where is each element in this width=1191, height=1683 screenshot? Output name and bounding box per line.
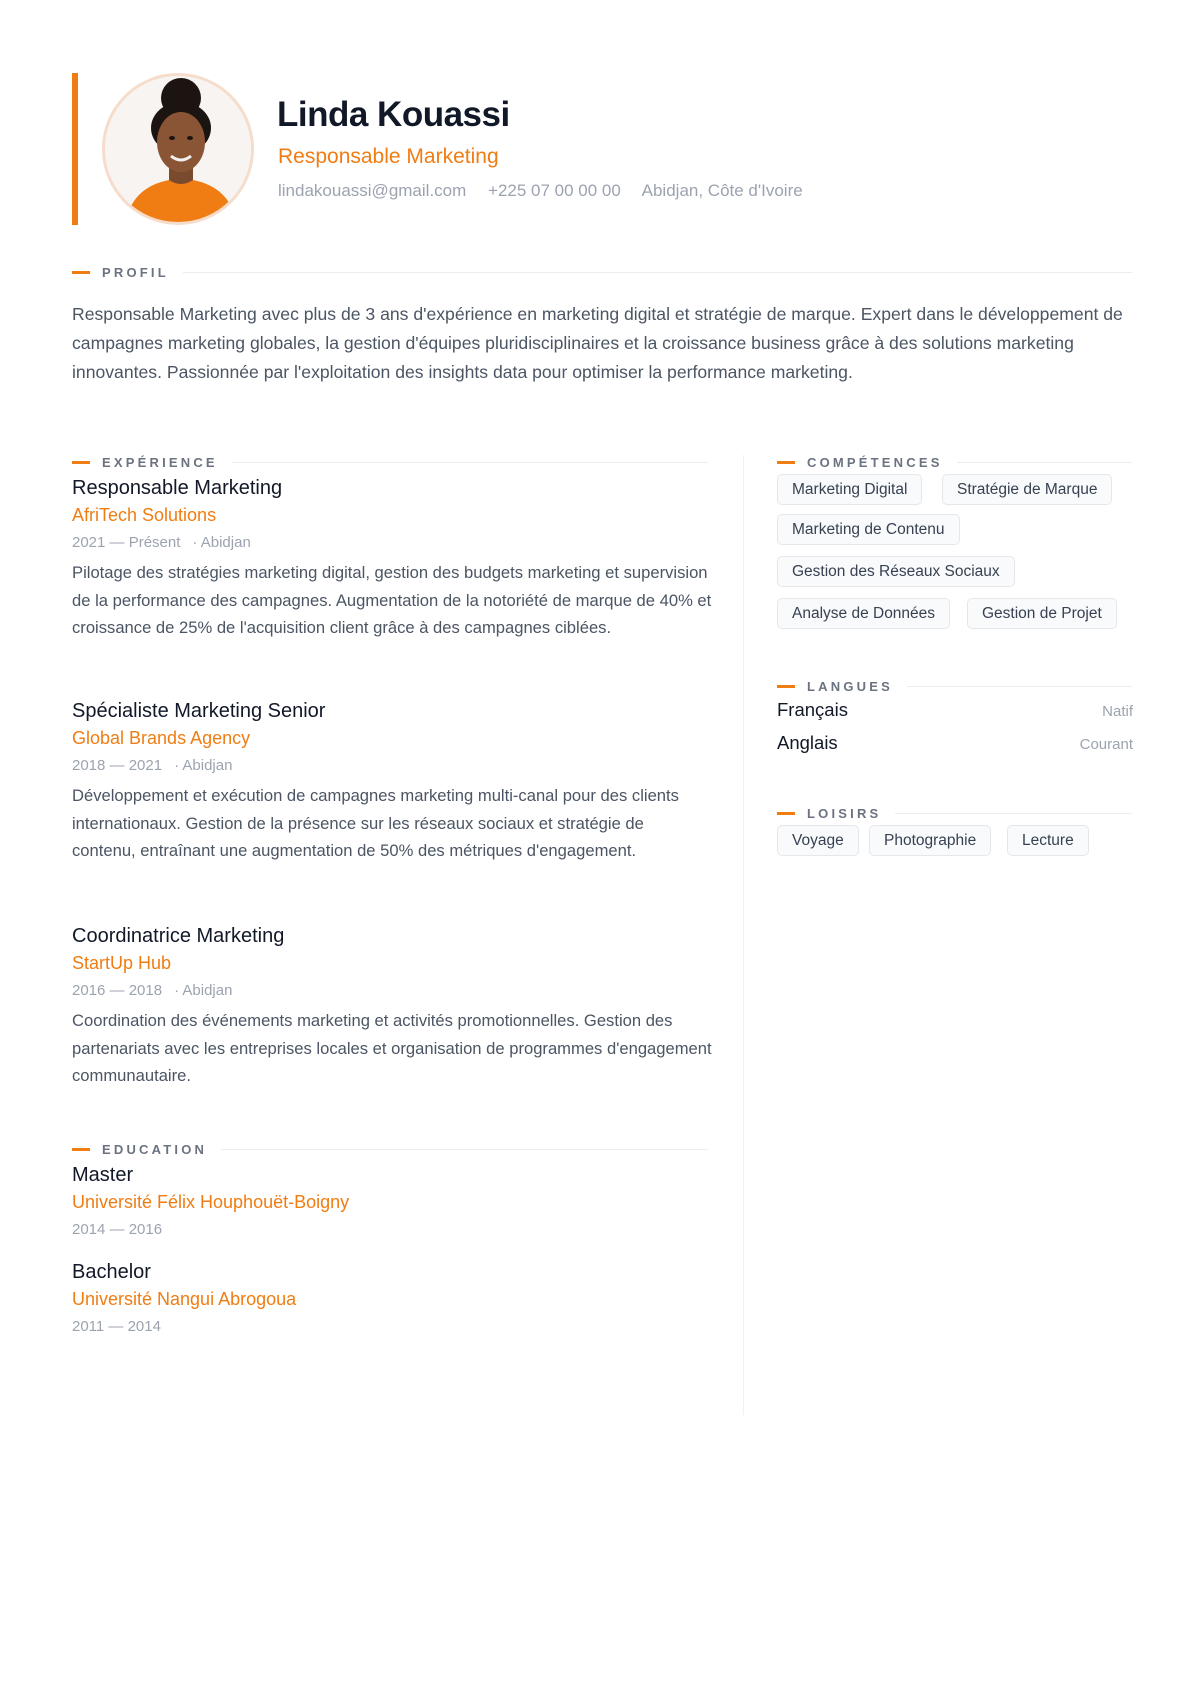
job-dates: 2021 — Présent [72,534,181,551]
job-location: · Abidjan [192,534,251,551]
job-title: Coordinatrice Marketing [72,925,285,947]
avatar-illustration [105,76,254,225]
skill-tag: Marketing Digital [777,474,922,505]
job-company: StartUp Hub [72,953,172,973]
section-title-education [72,1139,708,1159]
job-dates: 2016 — 2018 [72,982,163,999]
job-dates: 2018 — 2021 [72,757,163,774]
skill-tag: Gestion de Projet [967,598,1117,629]
section-label: LOISIRS [807,805,882,821]
section-dash [72,271,90,274]
job-meta [72,980,712,1002]
candidate-title: Responsable Marketing [278,145,499,168]
profile-summary: Responsable Marketing avec plus de 3 ans d'expérience en marketing digital et stratégie de marque. Expert dans le développement de campagnes marketing globales, la gestion d'équipes pluridisciplinaires et la croissance business grâce à des solutions marketing innovantes. Passionnée par l'exploitation des insights data pour optimiser la performance marketing. [72,304,1123,382]
job-meta [72,755,712,777]
job-title: Spécialiste Marketing Senior [72,700,326,722]
education-item [72,1161,712,1241]
skill-tag: Gestion des Réseaux Sociaux [777,556,1015,587]
hobby-tag: Lecture [1007,825,1089,856]
experience-item [72,474,712,642]
language-name: Français [777,699,848,720]
language-level: Natif [1102,703,1133,720]
section-dash [72,1148,90,1151]
language-level: Courant [1079,736,1133,753]
section-rule [221,1149,708,1150]
section-rule [907,686,1132,687]
section-title-skills [777,452,1132,472]
education-item [72,1258,712,1338]
contact-phone: +225 07 00 00 00 [488,181,621,200]
degree-title: Master [72,1164,134,1186]
profile-photo [102,73,254,225]
job-title: Responsable Marketing [72,477,283,499]
job-location: · Abidjan [174,757,233,774]
column-divider [743,455,744,1415]
header-accent-bar [72,73,78,225]
school-name: Université Nangui Abrogoua [72,1289,297,1309]
job-company: AfriTech Solutions [72,505,217,525]
section-title-languages [777,676,1132,696]
section-label: EXPÉRIENCE [102,454,218,470]
section-label: PROFIL [102,264,169,280]
contact-info [278,181,820,201]
resume-header [72,73,1132,225]
candidate-name: Linda Kouassi [277,95,510,134]
section-title-profile [72,262,1132,282]
school-name: Université Félix Houphouët-Boigny [72,1192,350,1212]
section-rule [957,462,1132,463]
hobby-tag: Voyage [777,825,859,856]
section-label: EDUCATION [102,1141,208,1157]
contact-email: lindakouassi@gmail.com [278,181,467,200]
education-dates: 2011 — 2014 [72,1318,161,1335]
education-dates: 2014 — 2016 [72,1221,163,1238]
experience-item [72,697,712,865]
language-name: Anglais [777,732,838,753]
section-label: LANGUES [807,678,893,694]
section-title-hobbies [777,803,1132,823]
contact-location: Abidjan, Côte d'Ivoire [641,181,803,200]
job-meta [72,532,712,554]
section-label: COMPÉTENCES [807,454,943,470]
skill-tag: Stratégie de Marque [942,474,1112,505]
section-rule [232,462,708,463]
job-description: Développement et exécution de campagnes marketing multi-canal pour des clients internationaux. Gestion de la présence sur les réseaux sociaux et stratégie de contenu, entraînant une augmentation de 50% des métriques d'engagement. [72,786,679,860]
section-dash [777,812,795,815]
job-company: Global Brands Agency [72,728,251,748]
section-rule [183,272,1132,273]
section-dash [72,461,90,464]
skill-tag: Marketing de Contenu [777,514,960,545]
hobby-tag: Photographie [869,825,991,856]
job-description: Coordination des événements marketing et activités promotionnelles. Gestion des partenariats avec les entreprises locales et organisation de programmes d'engagement communautaire. [72,1011,712,1085]
skill-tag: Analyse de Données [777,598,950,629]
section-title-experience [72,452,708,472]
job-description: Pilotage des stratégies marketing digital, gestion des budgets marketing et supervision de la performance des campagnes. Augmentation de la notoriété de marque de 40% et croissance de 25% de l'acquisition client grâce à des campagnes ciblées. [72,563,712,637]
degree-title: Bachelor [72,1261,151,1283]
section-rule [895,813,1132,814]
section-dash [777,685,795,688]
section-dash [777,461,795,464]
experience-item [72,922,712,1090]
job-location: · Abidjan [174,982,233,999]
